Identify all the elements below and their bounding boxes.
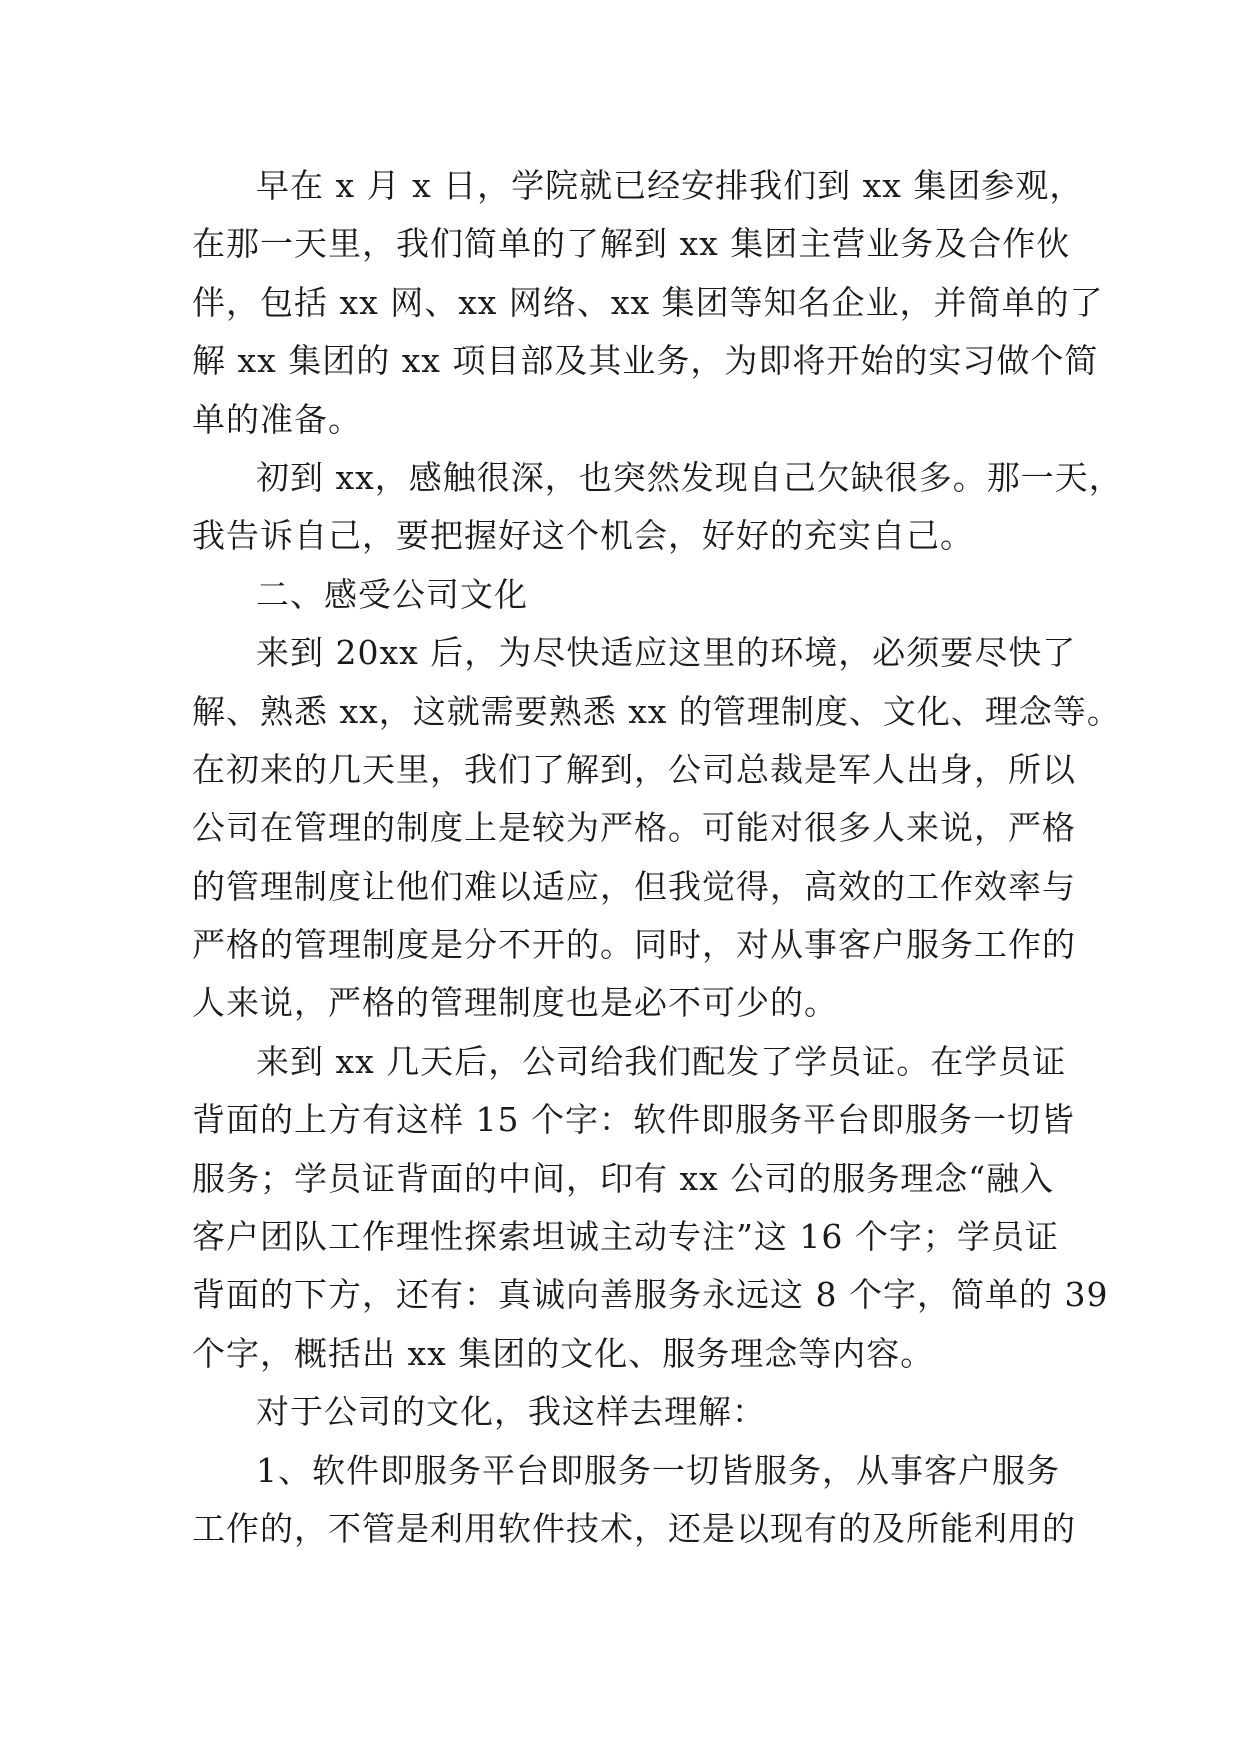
text-line: 早在 x 月 x 日，学院就已经安排我们到 xx 集团参观，	[256, 166, 1084, 205]
text-line: 解 xx 集团的 xx 项目部及其业务，为即将开始的实习做个简	[192, 341, 1099, 381]
text-line: 二、感受公司文化	[256, 574, 528, 614]
text-line: 来到 20xx 后，为尽快适应这里的环境，必须要尽快了	[256, 633, 1077, 673]
text-line: 客户团队工作理性探索坦诚主动专注”这 16 个字；学员证	[192, 1217, 1059, 1257]
text-line: 初到 xx，感触很深，也突然发现自己欠缺很多。那一天，	[256, 457, 1123, 497]
text-line: 在那一天里，我们简单的了解到 xx 集团主营业务及合作伙	[192, 224, 1071, 264]
text-line: 个字，概括出 xx 集团的文化、服务理念等内容。	[192, 1333, 935, 1373]
text-line: 背面的上方有这样 15 个字：软件即服务平台即服务一切皆	[192, 1100, 1075, 1140]
text-line: 伴，包括 xx 网、xx 网络、xx 集团等知名企业，并简单的了	[192, 282, 1104, 322]
text-line: 对于公司的文化，我这样去理解：	[256, 1392, 766, 1432]
text-line: 公司在管理的制度上是较为严格。可能对很多人来说，严格	[192, 808, 1076, 848]
text-line: 我告诉自己，要把握好这个机会，好好的充实自己。	[192, 516, 974, 556]
text-line: 服务；学员证背面的中间，印有 xx 公司的服务理念“融入	[192, 1158, 1055, 1198]
text-line: 来到 xx 几天后，公司给我们配发了学员证。在学员证	[256, 1041, 1067, 1081]
text-line: 背面的下方，还有：真诚向善服务永远这 8 个字，简单的 39	[192, 1275, 1109, 1315]
text-line: 严格的管理制度是分不开的。同时，对从事客户服务工作的	[192, 925, 1076, 965]
text-line: 单的准备。	[192, 399, 362, 439]
text-line: 1、软件即服务平台即服务一切皆服务，从事客户服务	[256, 1450, 1060, 1490]
document-body	[192, 157, 1123, 1558]
text-line: 工作的，不管是利用软件技术，还是以现有的及所能利用的	[192, 1508, 1076, 1548]
text-line: 的管理制度让他们难以适应，但我觉得，高效的工作效率与	[192, 866, 1076, 906]
text-line: 解、熟悉 xx，这就需要熟悉 xx 的管理制度、文化、理念等。	[192, 691, 1121, 731]
text-line: 在初来的几天里，我们了解到，公司总裁是军人出身，所以	[192, 749, 1076, 789]
text-line: 人来说，严格的管理制度也是必不可少的。	[192, 983, 838, 1023]
